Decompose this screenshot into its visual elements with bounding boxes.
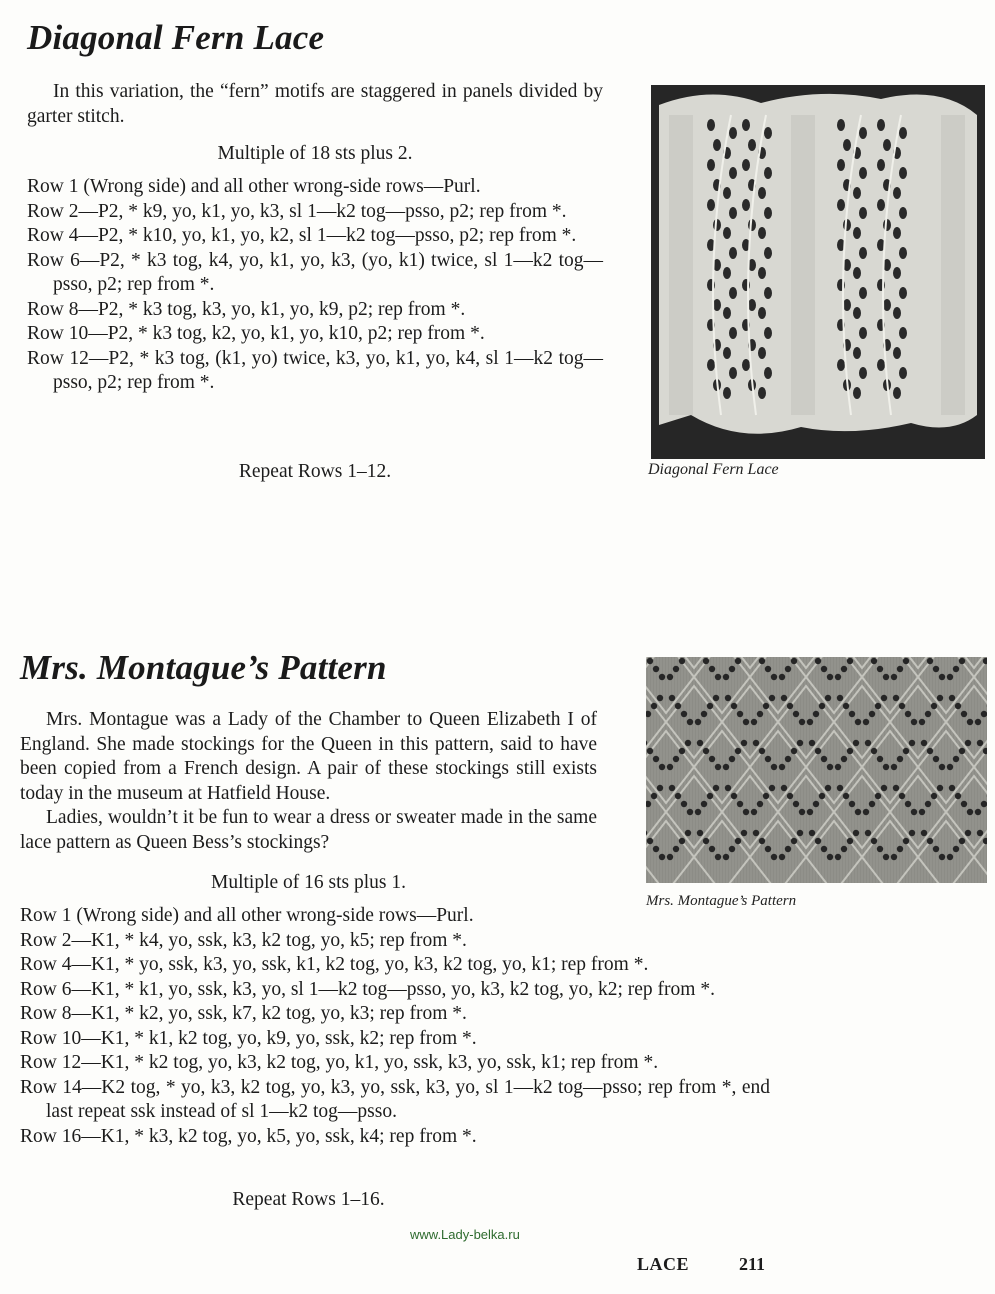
instruction-row: Row 16—K1, * k3, k2 tog, yo, k5, yo, ssk, k4; rep from *. <box>20 1125 477 1147</box>
section-title-diagonal-fern-lace: Diagonal Fern Lace <box>27 18 325 57</box>
section2-repeat: Repeat Rows 1–16. <box>232 1189 385 1210</box>
section2-intro-paragraph: Ladies, wouldn’t it be fun to wear a dress or sweater made in the same lace pattern as Queen Bess’s stockings? <box>20 807 597 853</box>
instruction-row: Row 6—P2, * k3 tog, k4, yo, k1, yo, k3, (yo, k1) twice, sl 1—k2 tog—psso, p2; rep from *. <box>27 249 603 295</box>
section1-multiple: Multiple of 18 sts plus 2. <box>217 143 413 164</box>
instruction-row: Row 12—K1, * k2 tog, yo, k3, k2 tog, yo, k1, yo, ssk, k3, yo, ssk, k1; rep from *. <box>20 1052 659 1073</box>
photo-caption-mrs-montagues-pattern: Mrs. Montague’s Pattern <box>646 893 797 909</box>
instruction-row: Row 10—P2, * k3 tog, k2, yo, k1, yo, k10, p2; rep from *. <box>27 323 485 344</box>
montague-swatch-image <box>646 657 987 883</box>
photo-diagonal-fern-lace <box>651 85 985 459</box>
photo-mrs-montagues-pattern <box>646 657 987 883</box>
instruction-row: Row 12—P2, * k3 tog, (k1, yo) twice, k3, yo, k1, yo, k4, sl 1—k2 tog—psso, p2; rep from *. <box>27 347 603 393</box>
instruction-row: Row 1 (Wrong side) and all other wrong-side rows—Purl. <box>27 176 481 197</box>
section1-row-instructions <box>27 175 603 396</box>
running-footer-section: LACE <box>637 1254 690 1274</box>
instruction-row: Row 4—P2, * k10, yo, k1, yo, k2, sl 1—k2 tog—psso, p2; rep from *. <box>27 225 577 246</box>
instruction-row: Row 14—K2 tog, * yo, k3, k2 tog, yo, k3, yo, ssk, k3, yo, sl 1—k2 tog—psso; rep from *, end last repeat ssk instead of sl 1—k2 tog—psso. <box>20 1076 770 1122</box>
instruction-row: Row 6—K1, * k1, yo, ssk, k3, yo, sl 1—k2 tog—psso, yo, k3, k2 tog, yo, k2; rep from *. <box>20 978 715 1000</box>
instruction-row: Row 4—K1, * yo, ssk, k3, yo, ssk, k1, k2 tog, yo, k3, k2 tog, yo, k1; rep from *. <box>20 954 649 975</box>
instruction-row: Row 2—K1, * k4, yo, ssk, k3, k2 tog, yo, k5; rep from *. <box>20 929 467 951</box>
instruction-row: Row 1 (Wrong side) and all other wrong-side rows—Purl. <box>20 905 474 926</box>
section1-repeat: Repeat Rows 1–12. <box>238 461 392 482</box>
watermark-link[interactable]: www.Lady-belka.ru <box>410 1227 520 1242</box>
instruction-row: Row 8—P2, * k3 tog, k3, yo, k1, yo, k9, p2; rep from *. <box>27 298 466 320</box>
photo-caption-diagonal-fern-lace: Diagonal Fern Lace <box>648 461 779 478</box>
instruction-row: Row 10—K1, * k1, k2 tog, yo, k9, yo, ssk, k2; rep from *. <box>20 1027 477 1049</box>
instruction-row: Row 8—K1, * k2, yo, ssk, k7, k2 tog, yo, k3; rep from *. <box>20 1003 467 1024</box>
section-title-mrs-montagues-pattern: Mrs. Montague’s Pattern <box>20 648 387 687</box>
section2-multiple: Multiple of 16 sts plus 1. <box>210 872 406 893</box>
fern-lace-swatch-image <box>651 85 985 459</box>
section1-intro: In this variation, the “fern” motifs are staggered in panels divided by garter stitch. <box>27 81 603 127</box>
section2-row-instructions <box>20 904 770 1149</box>
page-number: 211 <box>739 1254 766 1274</box>
section2-intro <box>20 708 597 855</box>
instruction-row: Row 2—P2, * k9, yo, k1, yo, k3, sl 1—k2 tog—psso, p2; rep from *. <box>27 200 567 222</box>
section2-intro-paragraph: Mrs. Montague was a Lady of the Chamber to Queen Elizabeth I of England. She made stockings for the Queen in this pattern, said to have been copied from a French design. A pair of these stockings still exists today in the museum at Hatfield House. <box>20 709 597 804</box>
